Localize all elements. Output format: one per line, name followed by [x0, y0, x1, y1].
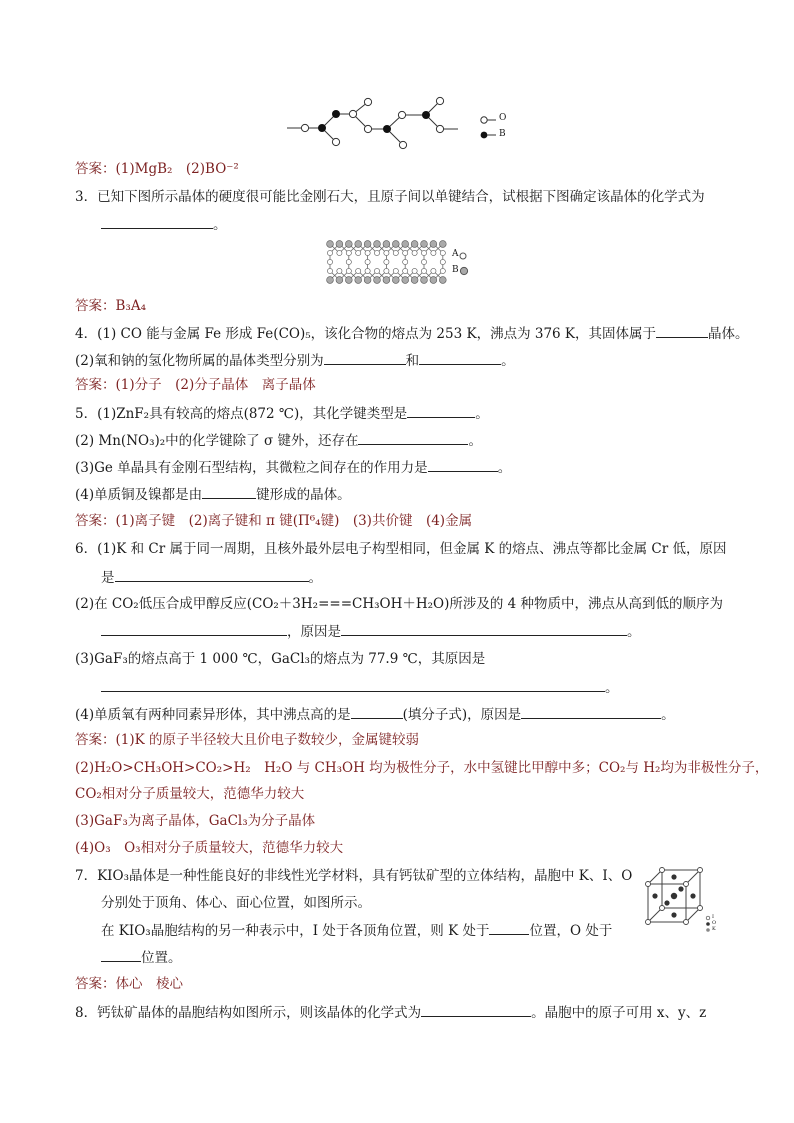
q5-text: (4)单质铜及镍都是由: [75, 487, 203, 503]
q6-text: 。: [627, 624, 641, 640]
question-3-text: 3．已知下图所示晶体的硬度很可能比金刚石大，且原子间以单键结合，试根据下图确定该晶体的化学式为: [75, 189, 705, 205]
q5-text: 。: [497, 460, 512, 476]
answer-6-line3: CO₂相对分子质量较大，范德华力较大: [75, 786, 305, 802]
answer-5: 答案：(1)离子键 (2)离子键和 π 键(Π⁶₄键) (3)共价键 (4)金属: [75, 513, 473, 529]
q4-text-d: 和: [405, 353, 420, 369]
answer-3: 答案：B₃A₄: [75, 298, 146, 314]
legend-a: A: [452, 249, 459, 259]
answer-6-line4: (3)GaF₃为离子晶体，GaCl₃为分子晶体: [75, 813, 316, 829]
question-6-line3: (2)在 CO₂低压合成甲醇反应(CO₂＋3H₂===CH₃OH＋H₂O)所涉及的 4 种物质中，沸点从高到低的顺序为: [75, 596, 724, 612]
q6-text: 。: [605, 680, 619, 696]
q5-text: 5．(1)ZnF₂具有较高的熔点(872 ℃)，其化学键类型是: [75, 406, 408, 422]
period: 。: [213, 217, 227, 233]
q5-text: (3)Ge 单晶具有金刚石型结构，其微粒之间存在的作用力是: [75, 460, 428, 476]
answer-7: 答案：体心 棱心: [75, 976, 183, 992]
answer-6-line2: (2)H₂O>CH₃OH>CO₂>H₂ H₂O 与 CH₃OH 均为极性分子，水中氢键比甲醇中多；CO₂与 H₂均为非极性分子，: [75, 760, 769, 776]
q6-text: 。: [661, 707, 675, 723]
question-6-line5: (3)GaF₃的熔点高于 1 000 ℃，GaCl₃的熔点为 77.9 ℃，其原因是: [75, 651, 486, 667]
q7-text: 在 KIO₃晶胞结构的另一种表示中，I 处于各顶角位置，则 K 处于: [101, 923, 490, 939]
q6-text: (4)单质氧有两种同素异形体，其中沸点高的是: [75, 707, 351, 723]
answer-2: 答案：(1)MgB₂ (2)BO⁻²: [75, 161, 239, 177]
q5-text: 。: [468, 433, 482, 449]
question-7-line2: 分别处于顶角、体心、面心位置，如图所示。: [101, 895, 371, 911]
q5-text: 。: [475, 406, 489, 422]
legend-b: B: [499, 129, 506, 139]
q6-text: 。: [308, 570, 322, 586]
answer-6-line5: (4)O₃ O₃相对分子质量较大，范德华力较大: [75, 840, 344, 856]
q4-text-b: 晶体。: [708, 326, 749, 342]
q4-text-a: 4．(1) CO 能与金属 Fe 形成 Fe(CO)₅，该化合物的熔点为 253 K，沸点为 376 K，其固体属于: [75, 326, 657, 342]
q4-text-c: (2)氧和钠的氢化物所属的晶体类型分别为: [75, 353, 324, 369]
q8-text: 8．钙钛矿晶体的晶胞结构如图所示，则该晶体的化学式为: [75, 1005, 422, 1021]
question-8-line1: [75, 1003, 706, 1022]
question-6-line1: 6．(1)K 和 Cr 属于同一周期，且核外最外层电子构型相同，但金属 K 的熔点、沸点等都比金属 Cr 低，原因: [75, 541, 727, 557]
q4-text-e: 。: [501, 353, 515, 369]
q7-text: 位置，O 处于: [529, 923, 613, 939]
q5-text: (2) Mn(NO₃)₂中的化学键除了 σ 键外，还存在: [75, 433, 359, 449]
q8-text: 。晶胞中的原子可用 x、y、z: [531, 1005, 707, 1021]
legend-o: O: [499, 113, 507, 123]
q6-text: 是: [101, 570, 115, 586]
q5-text: 键形成的晶体。: [256, 487, 351, 503]
answer-blank: [421, 1003, 531, 1017]
answer-6-line1: 答案：(1)K 的原子半径较大且价电子数较少，金属键较弱: [75, 732, 419, 748]
q6-text: ，原因是: [287, 624, 341, 640]
answer-4: 答案：(1)分子 (2)分子晶体 离子晶体: [75, 377, 316, 393]
q7-text: 位置。: [141, 950, 182, 966]
question-7-line1: 7．KIO₃晶体是一种性能良好的非线性光学材料，具有钙钛矿型的立体结构，晶胞中 K、I、O: [75, 868, 633, 884]
legend-b2: B: [452, 265, 459, 275]
legend-i: I: [712, 914, 714, 920]
legend-k: K: [712, 926, 716, 932]
q6-text: (填分子式)，原因是: [402, 707, 522, 723]
legend-o2: O: [712, 920, 717, 926]
